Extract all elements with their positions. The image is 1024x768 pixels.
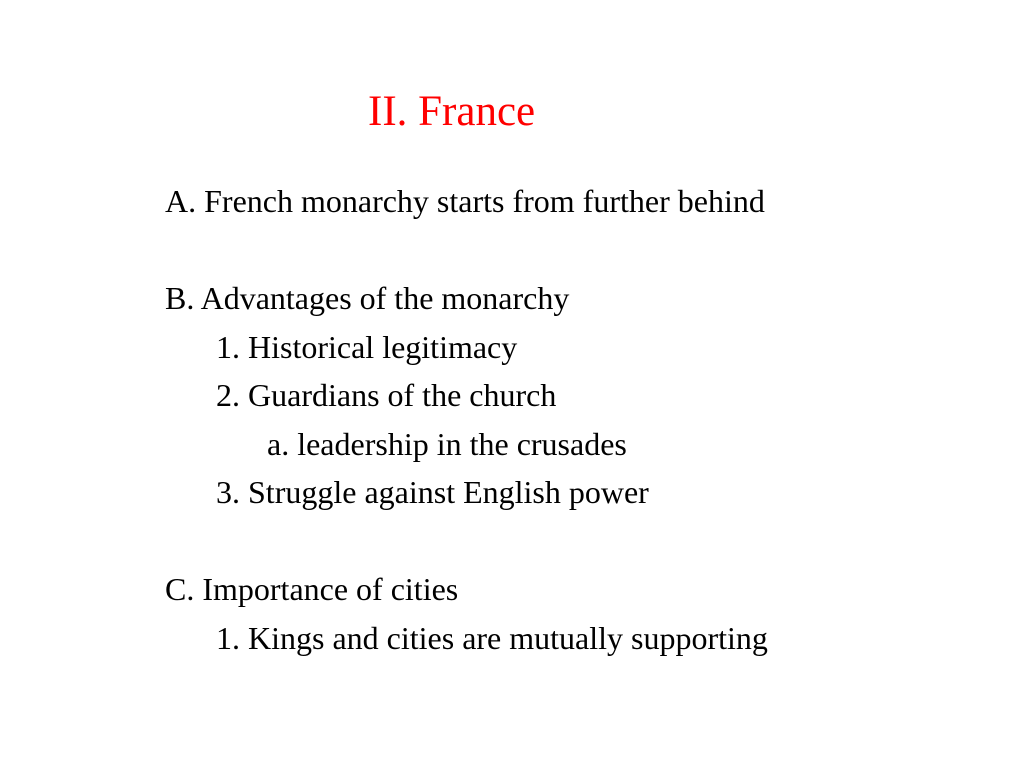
outline-item-level-2: 1. Historical legitimacy [216, 328, 518, 365]
outline-item-level-2: 3. Struggle against English power [216, 474, 649, 510]
slide-title: II. France [368, 88, 536, 135]
outline-spacer [165, 517, 1005, 566]
outline-item-level-2: 2. Guardians of the church [216, 377, 557, 413]
outline-item-level-3: a. leadership in the crusades [267, 425, 627, 462]
outline-item-level-2: 1. Kings and cities are mutually supporting [216, 619, 768, 656]
outline-item-level-1: B. Advantages of the monarchy [165, 280, 570, 316]
outline-spacer [165, 226, 1005, 275]
outline-item-level-1: C. Importance of cities [165, 571, 459, 607]
outline-list [165, 177, 1005, 662]
outline-item-level-1: A. French monarchy starts from further behind [165, 183, 765, 219]
